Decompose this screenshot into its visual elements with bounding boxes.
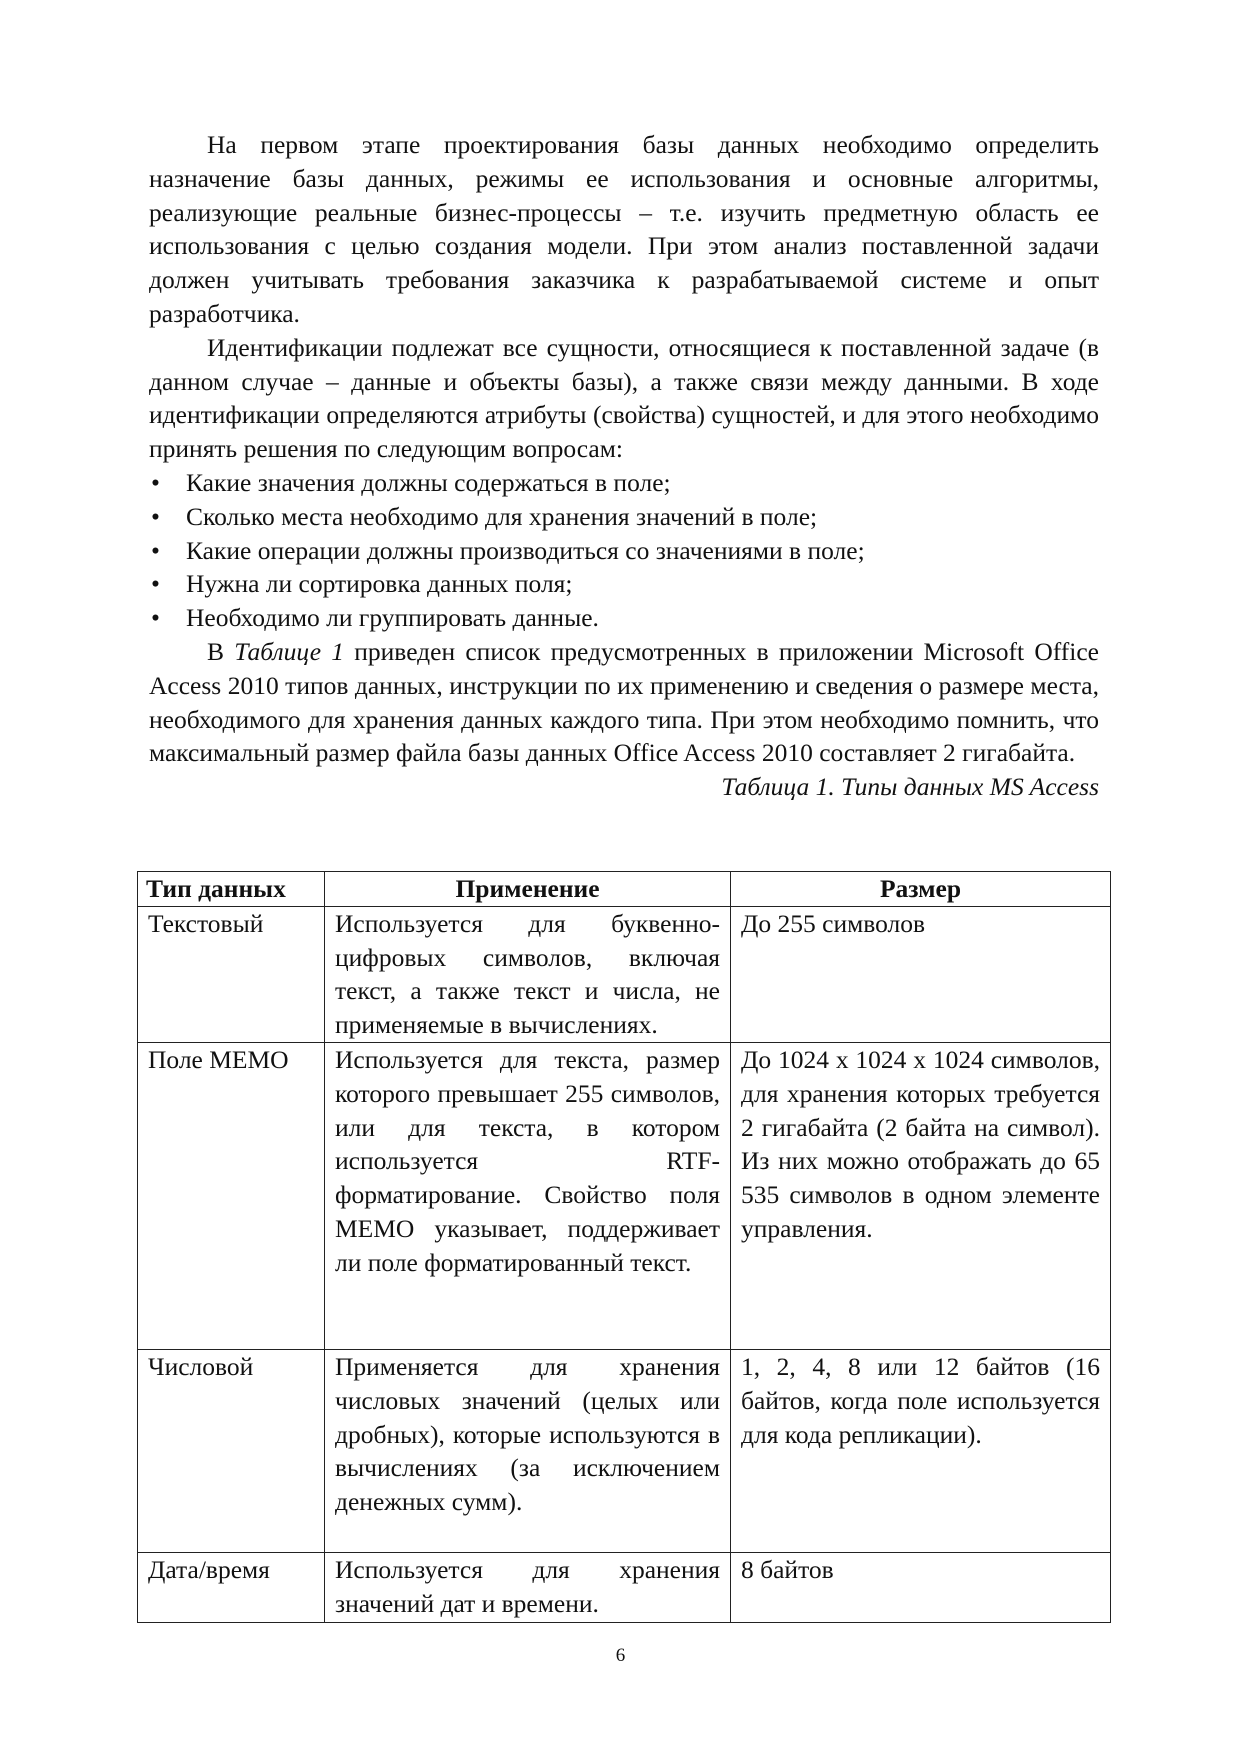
cell: 8 байтов [731,1552,1111,1622]
data-types-table [137,871,1111,1623]
cell: Используется для текста, размер которого превышает 255 символов, или для текста, в котором используется RTF-форматирование. Свойство поля MEMO указывает, поддерживает ли поле форматированный текст. [325,1042,731,1349]
cell: Дата/время [138,1552,325,1622]
cell: До 1024 х 1024 х 1024 символов, для хранения которых требуется 2 гигабайта (2 байта на символ). Из них можно отображать до 65 535 символов в одном элементе управления. [731,1042,1111,1349]
list-item: • Нужна ли сортировка данных поля; [149,567,1099,601]
table-reference: Таблице 1 [234,636,345,666]
bullet-list [149,466,1099,635]
cell: Применяется для хранения числовых значений (целых или дробных), которые используются в вычислениях (за исключением денежных сумм). [325,1349,731,1552]
list-item: • Сколько места необходимо для хранения значений в поле; [149,500,1099,534]
cell: Текстовый [138,906,325,1042]
cell: 1, 2, 4, 8 или 12 байтов (16 байтов, когда поле используется для кода репликации). [731,1349,1111,1552]
table-row [138,1349,1111,1552]
table-row [138,906,1111,1042]
column-header: Размер [731,872,1111,907]
cell: Числовой [138,1349,325,1552]
paragraph [149,635,1099,770]
table-caption: Таблица 1. Типы данных MS Access [721,772,1099,802]
column-header: Применение [325,872,731,907]
cell: Используется для хранения значений дат и времени. [325,1552,731,1622]
table-row [138,1552,1111,1622]
text: В [207,636,235,666]
cell: До 255 символов [731,906,1111,1042]
paragraph: На первом этапе проектирования базы данных необходимо определить назначение базы данных, режимы ее использования и основные алгоритмы, реализующие реальные бизнес-процессы – т.е. изучить предметную область ее использования с целью создания модели. При этом анализ поставленной задачи должен учитывать требования заказчика к разрабатываемой системе и опыт разработчика. [149,130,1099,328]
list-item: • Какие операции должны производиться со значениями в поле; [149,534,1099,568]
cell: Используется для буквенно-цифровых символов, включая текст, а также текст и числа, не применяемые в вычислениях. [325,906,731,1042]
table-row [138,1042,1111,1349]
page-number: 6 [615,1645,626,1666]
paragraph: Идентификации подлежат все сущности, относящиеся к поставленной задаче (в данном случае – данные и объекты базы), а также связи между данными. В ходе идентификации определяются атрибуты (свойства) сущностей, и для этого необходимо принять решения по следующим вопросам: [149,332,1099,464]
table-header-row [138,872,1111,907]
column-header: Тип данных [138,872,325,907]
list-item: • Какие значения должны содержаться в поле; [149,466,1099,500]
body-text [149,128,1099,804]
cell: Поле MEMO [138,1042,325,1349]
text: приведен список предусмотренных в приложении Microsoft Office Access 2010 типов данных, инструкции по их применению и сведения о размере места, необходимого для хранения данных каждого типа. При этом необходимо помнить, что максимальный размер файла базы данных Office Access 2010 составляет 2 гигабайта. [149,636,1099,768]
list-item: • Необходимо ли группировать данные. [149,601,1099,635]
